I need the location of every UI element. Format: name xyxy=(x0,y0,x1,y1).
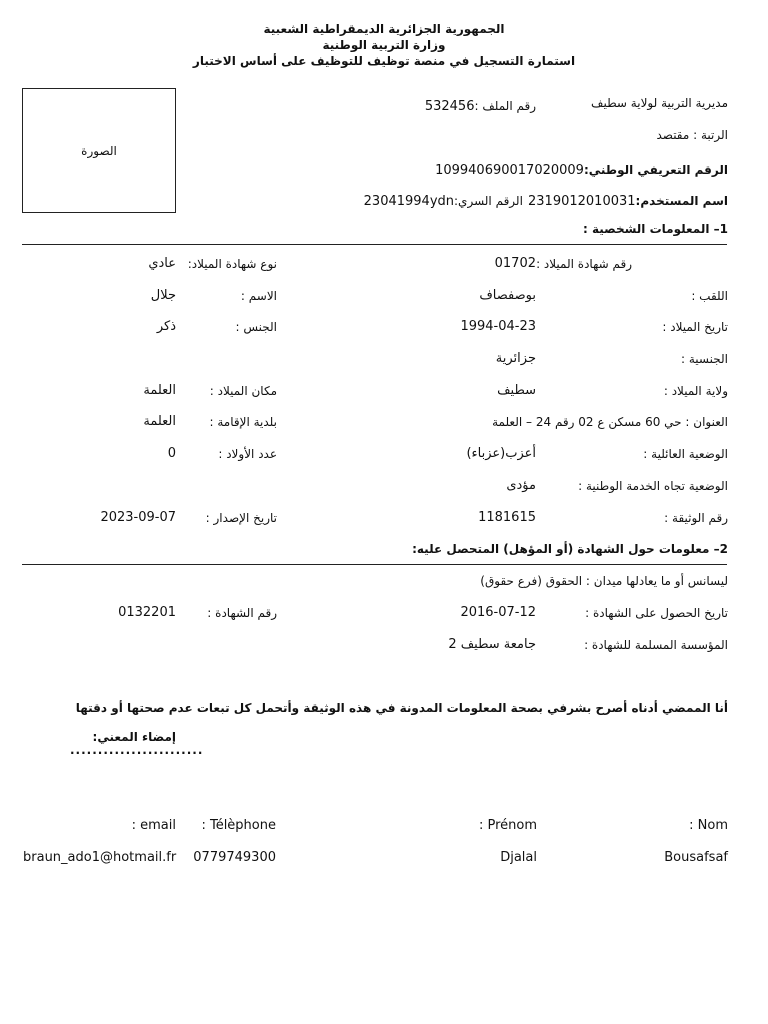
section-2-rule xyxy=(22,564,727,565)
header-line-1: الجمهورية الجزائرية الديمقراطية الشعبية xyxy=(263,22,505,36)
birth-date-value: 1994-04-23 xyxy=(460,319,536,334)
residence-commune-label: بلدية الإقامة : xyxy=(209,415,277,429)
grade: الرتبة : مقتصد xyxy=(656,128,728,142)
photo-label: الصورة xyxy=(81,144,117,158)
residence-commune-value: العلمة xyxy=(143,414,176,429)
address: العنوان : حي 60 مسكن ع 02 رقم 24 – العلمة xyxy=(492,415,728,429)
signature-line: ........................ xyxy=(70,743,204,757)
file-number-label: رقم الملف : xyxy=(474,99,536,113)
email-label: : email xyxy=(131,818,176,833)
surname-value: بوصفصاف xyxy=(479,288,536,303)
gender-value: ذكر xyxy=(156,319,176,334)
birth-cert-number-value: 01702 xyxy=(494,256,536,271)
birth-place-value: العلمة xyxy=(143,383,176,398)
degree-date-label: تاريخ الحصول على الشهادة : xyxy=(585,606,728,620)
document-number-value: 1181615 xyxy=(478,510,536,525)
birth-cert-type-value: عادي xyxy=(148,256,176,271)
section-1-title: 1– المعلومات الشخصية : xyxy=(582,222,728,236)
email-value: braun_ado1@hotmail.fr xyxy=(23,850,177,865)
telephone-label: : Télèphone xyxy=(201,818,276,833)
issue-date-value: 2023-09-07 xyxy=(100,510,176,525)
nin-label: الرقم التعريفي الوطني: xyxy=(583,163,728,177)
declaration-text: أنا الممضي أدناه أصرح بشرفي بصحة المعلومات المدونة في هذه الوثيقة وأتحمل كل تبعات عدم صحتها أو دقتها xyxy=(75,701,728,715)
birth-wilaya-label: ولاية الميلاد : xyxy=(663,384,728,398)
degree-date-value: 2016-07-12 xyxy=(460,605,536,620)
username-label: اسم المستخدم: xyxy=(635,194,728,208)
children-count-value: 0 xyxy=(167,446,176,461)
birth-wilaya-value: سطيف xyxy=(497,383,536,398)
password-label: الرقم السري: xyxy=(454,194,523,208)
certificate-number-value: 0132201 xyxy=(118,605,176,620)
nom-label: : Nom xyxy=(689,818,728,833)
directorate: مديرية التربية لولاية سطيف xyxy=(591,96,728,110)
institution-value: جامعة سطيف 2 xyxy=(448,637,536,652)
children-count-label: عدد الأولاد : xyxy=(218,447,277,461)
nationality-label: الجنسية : xyxy=(681,352,728,366)
prenom-value: Djalal xyxy=(500,850,537,865)
gender-label: الجنس : xyxy=(235,320,277,334)
birth-place-label: مكان الميلاد : xyxy=(209,384,277,398)
photo-box xyxy=(22,88,176,213)
telephone-value: 0779749300 xyxy=(193,850,276,865)
institution-label: المؤسسة المسلمة للشهادة : xyxy=(584,638,728,652)
surname-label: اللقب : xyxy=(691,289,728,303)
nin-value: 109940690017020009 xyxy=(435,163,584,178)
birth-cert-number-label: رقم شهادة الميلاد : xyxy=(536,257,632,271)
nin xyxy=(435,159,728,178)
certificate-number-label: رقم الشهادة : xyxy=(207,606,277,620)
military-service-label: الوضعية تجاه الخدمة الوطنية : xyxy=(578,479,728,493)
document-number-label: رقم الوثيقة : xyxy=(664,511,728,525)
header-line-2: وزارة التربية الوطنية xyxy=(322,38,446,52)
nationality-value: جزائرية xyxy=(495,351,536,366)
family-status-value: أعزب(عزباء) xyxy=(466,446,536,461)
first-name-label: الاسم : xyxy=(240,289,277,303)
prenom-label: : Prénom xyxy=(478,818,537,833)
password-value: 23041994ydn xyxy=(363,194,455,209)
nom-value: Bousafsaf xyxy=(664,850,728,865)
file-number xyxy=(425,95,536,114)
file-number-value: 532456 xyxy=(424,99,475,114)
username-value: 2319012010031 xyxy=(528,194,636,209)
military-service-value: مؤدى xyxy=(506,478,536,493)
birth-date-label: تاريخ الميلاد : xyxy=(662,320,728,334)
section-1-rule xyxy=(22,244,727,245)
credentials xyxy=(364,190,728,209)
birth-cert-type-label: نوع شهادة الميلاد: xyxy=(187,257,277,271)
header-line-3: استمارة التسجيل في منصة توظيف للتوظيف على أساس الاختبار xyxy=(192,54,576,68)
section-2-title: 2– معلومات حول الشهادة (أو المؤهل) المتحصل عليه: xyxy=(412,542,728,556)
first-name-value: جلال xyxy=(150,288,176,303)
signature-label: إمضاء المعني: xyxy=(92,730,176,744)
family-status-label: الوضعية العائلية : xyxy=(643,447,728,461)
degree: ليسانس أو ما يعادلها ميدان : الحقوق (فرع حقوق) xyxy=(480,574,728,588)
issue-date-label: تاريخ الإصدار : xyxy=(205,511,277,525)
